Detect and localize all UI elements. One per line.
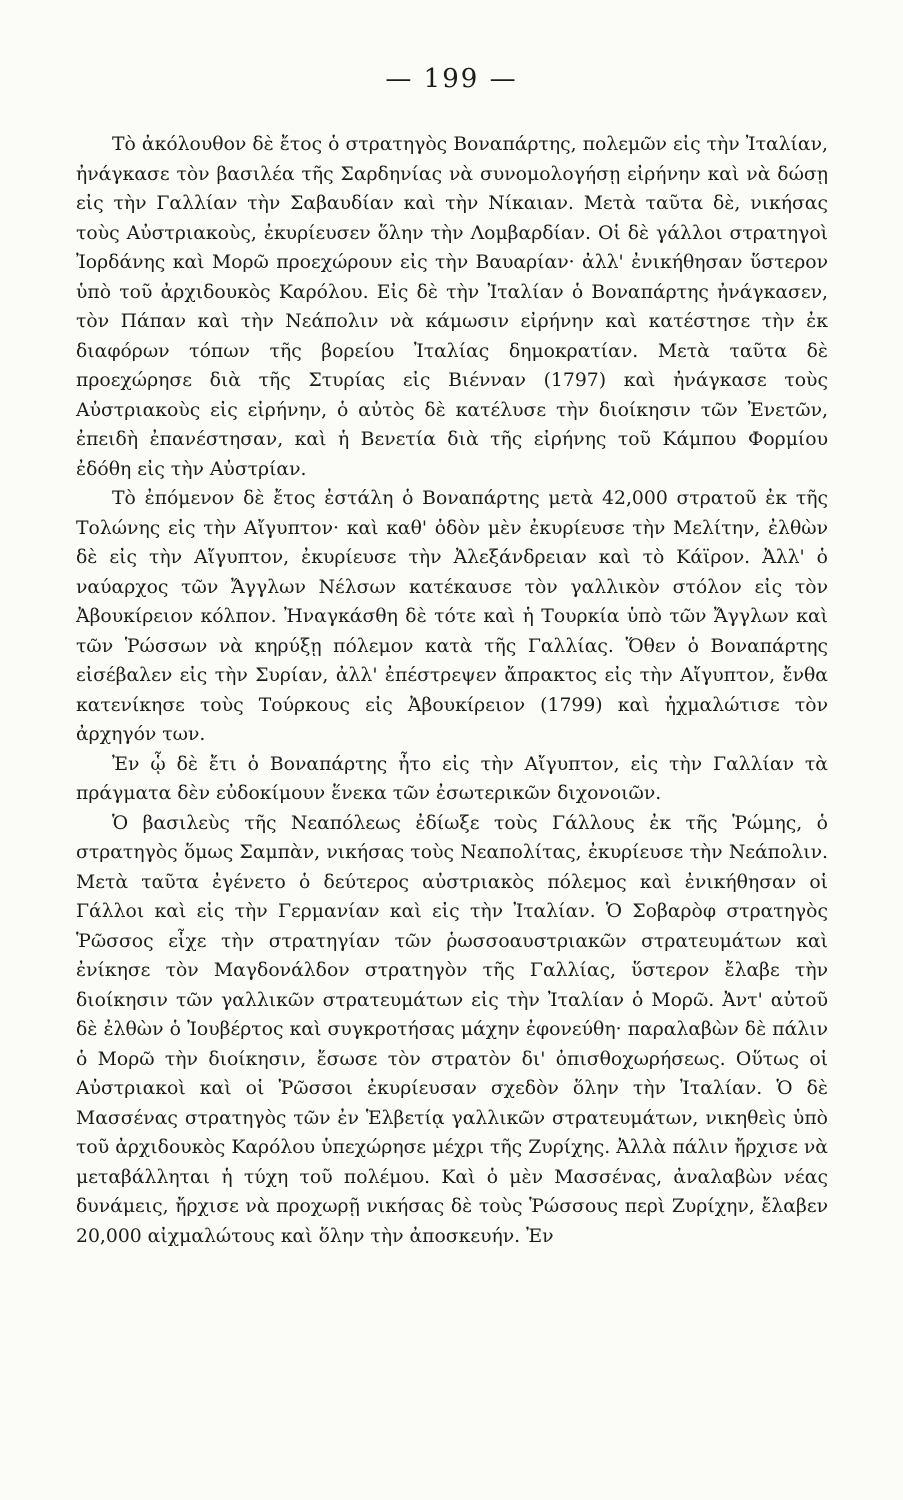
- page-number: — 199 —: [385, 64, 518, 94]
- body-text: [76, 130, 828, 1251]
- paragraph: Ὁ βασιλεὺς τῆς Νεαπόλεως ἐδίωξε τοὺς Γάλλους ἐκ τῆς Ῥώμης, ὁ στρατηγὸς ὅμως Σαμπὰν, νικήσας τοὺς Νεαπολίτας, ἐκυρίευσε τὴν Νεάπολιν. Μετὰ ταῦτα ἐγένετο ὁ δεύτερος αὐστριακὸς πόλεμος καὶ ἐνικήθησαν οἱ Γάλλοι καὶ εἰς τὴν Γερμανίαν καὶ εἰς τὴν Ἰταλίαν. Ὁ Σοβαρὸφ στρατηγὸς Ῥῶσσος εἶχε τὴν στρατηγίαν τῶν ῥωσσοαυστριακῶν στρατευμάτων καὶ ἐνίκησε τὸν Μαγδονάλδον στρατηγὸν τῆς Γαλλίας, ὕστερον ἔλαβε τὴν διοίκησιν τῶν γαλλικῶν στρατευμάτων εἰς τὴν Ἰταλίαν ὁ Μορῶ. Ἀντ' αὐτοῦ δὲ ἐλθὼν ὁ Ἰουβέρτος καὶ συγκροτήσας μάχην ἐφονεύθη· παραλαβὼν δὲ πάλιν ὁ Μορῶ τὴν διοίκησιν, ἔσωσε τὸν στρατὸν δι' ὀπισθοχωρήσεως. Οὕτως οἱ Αὐστριακοὶ καὶ οἱ Ῥῶσσοι ἐκυρίευσαν σχεδὸν ὅλην τὴν Ἰταλίαν. Ὁ δὲ Μασσένας στρατηγὸς τῶν ἐν Ἑλβετίᾳ γαλλικῶν στρατευμάτων, νικηθεὶς ὑπὸ τοῦ ἀρχιδουκὸς Καρόλου ὑπεχώρησε μέχρι τῆς Ζυρίχης. Ἀλλὰ πάλιν ἤρχισε νὰ μεταβάλληται ἡ τύχη τοῦ πολέμου. Καὶ ὁ μὲν Μασσένας, ἀναλαβὼν νέας δυνάμεις, ἤρχισε νὰ προχωρῇ νικήσας δὲ τοὺς Ῥώσσους περὶ Ζυρίχην, ἔλαβεν 20,000 αἰχμαλώτους καὶ ὅλην τὴν ἀποσκευήν. Ἐν: [76, 812, 828, 1247]
- paragraph: Ἐν ᾧ δὲ ἔτι ὁ Βοναπάρτης ἦτο εἰς τὴν Αἴγυπτον, εἰς τὴν Γαλλίαν τὰ πράγματα δὲν εὐδοκίμουν ἕνεκα τῶν ἐσωτερικῶν διχονοιῶν.: [76, 753, 828, 804]
- paragraph: Τὸ ἐπόμενον δὲ ἔτος ἐστάλη ὁ Βοναπάρτης μετὰ 42,000 στρατοῦ ἐκ τῆς Τολώνης εἰς τὴν Αἴγυπτον· καὶ καθ' ὁδὸν μὲν ἐκυρίευσε τὴν Μελίτην, ἐλθὼν δὲ εἰς τὴν Αἴγυπτον, ἐκυρίευσε τὴν Ἀλεξάνδρειαν καὶ τὸ Κάϊρον. Ἀλλ' ὁ ναύαρχος τῶν Ἄγγλων Νέλσων κατέκαυσε τὸν γαλλικὸν στόλον εἰς τὸν Ἀβουκίρειον κόλπον. Ἠναγκάσθη δὲ τότε καὶ ἡ Τουρκία ὑπὸ τῶν Ἄγγλων καὶ τῶν Ῥώσσων νὰ κηρύξῃ πόλεμον κατὰ τῆς Γαλλίας. Ὅθεν ὁ Βοναπάρτης εἰσέβαλεν εἰς τὴν Συρίαν, ἀλλ' ἐπέστρεψεν ἄπρακτος εἰς τὴν Αἴγυπτον, ἔνθα κατενίκησε τοὺς Τούρκους εἰς Ἀβουκίρειον (1799) καὶ ἠχμαλώτισε τὸν ἀρχηγόν των.: [76, 488, 828, 745]
- paragraph: Τὸ ἀκόλουθον δὲ ἔτος ὁ στρατηγὸς Βοναπάρτης, πολεμῶν εἰς τὴν Ἰταλίαν, ἠνάγκασε τὸν βασιλέα τῆς Σαρδηνίας νὰ συνομολογήσῃ εἰρήνην καὶ νὰ δώσῃ εἰς τὴν Γαλλίαν τὴν Σαβαυδίαν καὶ τὴν Νίκαιαν. Μετὰ ταῦτα δὲ, νικήσας τοὺς Αὐστριακοὺς, ἐκυρίευσεν ὅλην τὴν Λομβαρδίαν. Οἱ δὲ γάλλοι στρατηγοὶ Ἰορδάνης καὶ Μορῶ προεχώρουν εἰς τὴν Βαυαρίαν· ἀλλ' ἐνικήθησαν ὕστερον ὑπὸ τοῦ ἀρχιδουκὸς Καρόλου. Εἰς δὲ τὴν Ἰταλίαν ὁ Βοναπάρτης ἠνάγκασεν, τὸν Πάπαν καὶ τὴν Νεάπολιν νὰ κάμωσιν εἰρήνην καὶ κατέστησε τὴν ἐκ διαφόρων τόπων τῆς βορείου Ἰταλίας δημοκρατίαν. Μετὰ ταῦτα δὲ προεχώρησε διὰ τῆς Στυρίας εἰς Βιένναν (1797) καὶ ἠνάγκασε τοὺς Αὐστριακοὺς εἰς εἰρήνην, ὁ αὐτὸς δὲ κατέλυσε τὴν διοίκησιν τῶν Ἐνετῶν, ἐπειδὴ ἐπανέστησαν, καὶ ἡ Βενετία διὰ τῆς εἰρήνης τοῦ Κάμπου Φορμίου ἐδόθη εἰς τὴν Αὐστρίαν.: [76, 134, 828, 480]
